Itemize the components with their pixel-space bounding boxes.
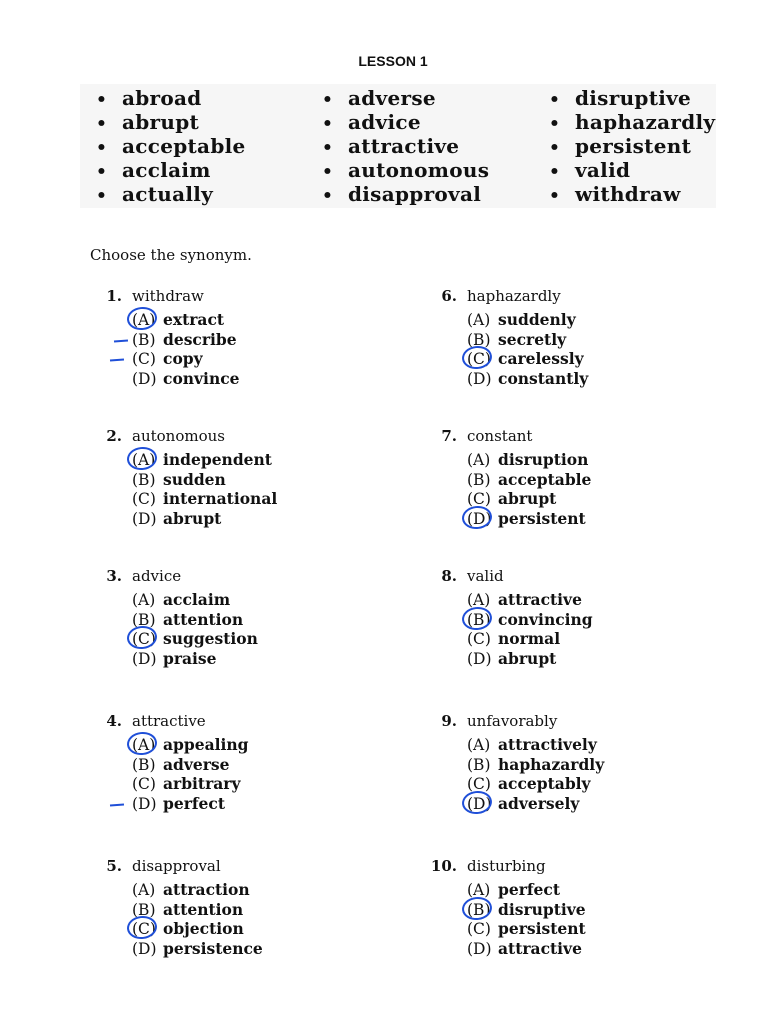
answer-option[interactable] (132, 900, 263, 920)
bullet-icon: • (96, 90, 108, 110)
option-letter: (B) (132, 755, 156, 774)
answer-option[interactable] (467, 330, 588, 350)
answer-options (467, 590, 593, 668)
vocabulary-item (322, 158, 489, 182)
option-text: adverse (163, 754, 230, 774)
question-word: autonomous (132, 427, 225, 445)
question-prompt (425, 856, 586, 876)
vocabulary-item (322, 182, 489, 206)
option-letter: (A) (132, 591, 156, 609)
vocabulary-word: disruptive (575, 86, 692, 110)
option-text: sudden (163, 469, 226, 489)
answer-option[interactable] (467, 489, 591, 509)
option-text: abrupt (163, 508, 222, 528)
vocabulary-item (322, 134, 489, 158)
bullet-icon: • (549, 162, 561, 182)
question-word: unfavorably (467, 712, 558, 730)
option-text: convince (163, 368, 240, 388)
vocabulary-column (549, 86, 715, 206)
option-text: describe (163, 329, 237, 349)
question-prompt (90, 566, 258, 586)
question-prompt (90, 856, 263, 876)
answer-options (132, 735, 249, 813)
question-number: 9. (441, 712, 457, 730)
option-text: independent (163, 450, 272, 469)
vocabulary-word: autonomous (348, 158, 490, 182)
question-7 (425, 426, 591, 528)
question-prompt (425, 426, 591, 446)
answer-option[interactable] (132, 369, 240, 389)
vocabulary-item (96, 110, 246, 134)
option-text: appealing (163, 735, 249, 754)
answer-option[interactable] (467, 349, 588, 369)
answer-options (467, 880, 586, 958)
vocabulary-item (549, 86, 715, 110)
answer-option[interactable] (467, 649, 593, 669)
option-letter: (A) (467, 591, 491, 609)
option-text: acclaim (163, 590, 231, 609)
question-1 (90, 286, 240, 388)
option-text: objection (163, 919, 244, 938)
question-number: 8. (441, 567, 457, 585)
question-prompt (90, 711, 249, 731)
option-text: secretly (498, 329, 567, 349)
bullet-icon: • (322, 90, 334, 110)
option-letter: (A) (467, 451, 491, 469)
vocabulary-word: adverse (348, 86, 436, 110)
answer-options (132, 880, 263, 958)
answer-option[interactable] (132, 629, 258, 649)
answer-options (132, 310, 240, 388)
bullet-icon: • (549, 138, 561, 158)
question-word: disturbing (467, 857, 546, 875)
option-letter: (C) (132, 630, 156, 648)
option-text: attention (163, 899, 244, 919)
option-text: copy (163, 349, 203, 368)
question-10 (425, 856, 586, 958)
option-letter: (A) (467, 736, 491, 754)
bullet-icon: • (549, 90, 561, 110)
option-letter: (C) (132, 920, 156, 938)
option-letter: (C) (467, 490, 491, 508)
answer-option[interactable] (132, 349, 240, 369)
option-text: haphazardly (498, 754, 605, 774)
answer-option[interactable] (132, 755, 249, 775)
option-text: suggestion (163, 629, 258, 648)
answer-option[interactable] (132, 610, 258, 630)
answer-option[interactable] (467, 735, 604, 755)
option-letter: (D) (132, 649, 157, 668)
bullet-icon: • (549, 186, 561, 206)
answer-option[interactable] (132, 489, 277, 509)
vocabulary-item (322, 86, 489, 110)
question-3 (90, 566, 258, 668)
option-letter: (D) (132, 509, 157, 528)
option-letter: (D) (132, 939, 157, 958)
question-prompt (425, 566, 593, 586)
option-text: perfect (163, 793, 225, 813)
answer-option[interactable] (132, 310, 240, 330)
option-text: attractive (498, 938, 582, 958)
option-text: disruptive (498, 899, 586, 919)
question-number: 2. (106, 427, 122, 445)
answer-options (467, 310, 588, 388)
answer-option[interactable] (467, 939, 586, 959)
vocabulary-item (322, 110, 489, 134)
vocabulary-column (322, 86, 489, 206)
vocabulary-word: actually (122, 182, 214, 206)
answer-options (467, 450, 591, 528)
question-word: disapproval (132, 857, 221, 875)
option-letter: (C) (132, 350, 156, 368)
option-letter: (D) (467, 509, 492, 528)
bullet-icon: • (549, 114, 561, 134)
bullet-icon: • (96, 162, 108, 182)
option-letter: (B) (132, 610, 156, 629)
question-prompt (425, 286, 588, 306)
question-2 (90, 426, 277, 528)
answer-option[interactable] (132, 509, 277, 529)
option-text: attractive (498, 590, 582, 609)
question-number: 10. (430, 857, 457, 875)
bullet-icon: • (322, 186, 334, 206)
option-letter: (B) (132, 470, 156, 489)
option-letter: (A) (132, 451, 156, 469)
answer-option[interactable] (132, 450, 277, 470)
option-letter: (B) (132, 330, 156, 349)
option-text: attention (163, 609, 244, 629)
option-text: adversely (498, 793, 580, 813)
instruction: Choose the synonym. (90, 246, 252, 264)
answer-option[interactable] (467, 755, 604, 775)
answer-option[interactable] (132, 735, 249, 755)
answer-option[interactable] (467, 900, 586, 920)
answer-option[interactable] (467, 919, 586, 939)
vocabulary-column (96, 86, 246, 206)
option-letter: (A) (132, 881, 156, 899)
option-letter: (D) (467, 369, 492, 388)
option-text: praise (163, 648, 217, 668)
option-text: constantly (498, 368, 589, 388)
answer-option[interactable] (132, 794, 249, 814)
question-8 (425, 566, 593, 668)
bullet-icon: • (96, 114, 108, 134)
vocabulary-item (549, 182, 715, 206)
answer-option[interactable] (132, 590, 258, 610)
pen-dash-mark (114, 339, 128, 342)
question-word: withdraw (132, 287, 204, 305)
answer-option[interactable] (467, 610, 593, 630)
answer-options (132, 450, 277, 528)
vocabulary-item (549, 134, 715, 158)
answer-option[interactable] (132, 649, 258, 669)
option-letter: (C) (132, 490, 156, 508)
option-letter: (B) (467, 470, 491, 489)
answer-option[interactable] (132, 774, 249, 794)
option-text: international (163, 489, 278, 508)
question-word: attractive (132, 712, 206, 730)
vocabulary-word: acceptable (122, 134, 246, 158)
question-9 (425, 711, 604, 813)
option-letter: (C) (467, 775, 491, 793)
question-5 (90, 856, 263, 958)
question-number: 7. (441, 427, 457, 445)
vocabulary-item (96, 86, 246, 110)
question-number: 4. (106, 712, 122, 730)
option-letter: (A) (132, 736, 156, 754)
option-text: disruption (498, 450, 589, 469)
answer-option[interactable] (467, 880, 586, 900)
option-letter: (D) (467, 649, 492, 668)
question-word: advice (132, 567, 182, 585)
option-text: persistent (498, 919, 586, 938)
answer-option[interactable] (132, 330, 240, 350)
question-4 (90, 711, 249, 813)
option-text: abrupt (498, 489, 557, 508)
vocabulary-item (549, 110, 715, 134)
vocabulary-item (549, 158, 715, 182)
option-letter: (B) (467, 900, 491, 919)
question-number: 6. (441, 287, 457, 305)
vocabulary-item (96, 182, 246, 206)
vocabulary-word: disapproval (348, 182, 482, 206)
option-letter: (D) (132, 369, 157, 388)
question-number: 3. (106, 567, 122, 585)
option-letter: (B) (132, 900, 156, 919)
option-letter: (B) (467, 610, 491, 629)
answer-option[interactable] (132, 880, 263, 900)
option-text: attractively (498, 735, 597, 754)
pen-dash-mark (110, 803, 124, 806)
option-letter: (D) (132, 794, 157, 813)
question-word: haphazardly (467, 287, 561, 305)
option-letter: (A) (132, 311, 156, 329)
question-prompt (425, 711, 604, 731)
question-prompt (90, 426, 277, 446)
question-number: 1. (106, 287, 122, 305)
bullet-icon: • (322, 114, 334, 134)
vocabulary-word: withdraw (575, 182, 681, 206)
option-letter: (B) (467, 330, 491, 349)
option-letter: (C) (132, 775, 156, 793)
option-text: acceptably (498, 774, 591, 793)
vocabulary-word: abrupt (122, 110, 200, 134)
answer-option[interactable] (132, 939, 263, 959)
option-text: persistent (498, 508, 586, 528)
bullet-icon: • (96, 186, 108, 206)
option-letter: (C) (467, 350, 491, 368)
answer-option[interactable] (467, 470, 591, 490)
answer-options (132, 590, 258, 668)
answer-option[interactable] (467, 509, 591, 529)
question-number: 5. (106, 857, 122, 875)
bullet-icon: • (96, 138, 108, 158)
question-word: valid (467, 567, 504, 585)
answer-option[interactable] (132, 470, 277, 490)
answer-option[interactable] (467, 369, 588, 389)
bullet-icon: • (322, 138, 334, 158)
option-letter: (D) (467, 939, 492, 958)
option-text: carelessly (498, 349, 584, 368)
pen-dash-mark (110, 359, 124, 362)
answer-option[interactable] (467, 310, 588, 330)
answer-option[interactable] (467, 774, 604, 794)
vocabulary-item (96, 158, 246, 182)
answer-option[interactable] (467, 794, 604, 814)
bullet-icon: • (322, 162, 334, 182)
option-letter: (C) (467, 920, 491, 938)
vocabulary-word: abroad (122, 86, 202, 110)
option-letter: (A) (467, 311, 491, 329)
vocabulary-word: haphazardly (575, 110, 716, 134)
vocabulary-word: persistent (575, 134, 692, 158)
option-text: convincing (498, 609, 593, 629)
vocabulary-word: valid (575, 158, 631, 182)
answer-option[interactable] (467, 590, 593, 610)
option-text: attraction (163, 880, 250, 899)
question-prompt (90, 286, 240, 306)
option-text: normal (498, 629, 561, 648)
option-letter: (B) (467, 755, 491, 774)
option-text: acceptable (498, 469, 592, 489)
option-text: arbitrary (163, 774, 241, 793)
vocabulary-word: acclaim (122, 158, 211, 182)
vocabulary-word: attractive (348, 134, 460, 158)
option-text: persistence (163, 938, 263, 958)
vocabulary-item (96, 134, 246, 158)
option-text: perfect (498, 880, 560, 899)
answer-options (467, 735, 604, 813)
page-title: LESSON 1 (358, 53, 428, 69)
option-text: extract (163, 310, 225, 329)
answer-option[interactable] (467, 629, 593, 649)
option-letter: (D) (467, 794, 492, 813)
option-text: abrupt (498, 648, 557, 668)
question-word: constant (467, 427, 533, 445)
option-letter: (C) (467, 630, 491, 648)
answer-option[interactable] (467, 450, 591, 470)
question-6 (425, 286, 588, 388)
option-letter: (A) (467, 881, 491, 899)
option-text: suddenly (498, 310, 576, 329)
answer-option[interactable] (132, 919, 263, 939)
vocabulary-word: advice (348, 110, 421, 134)
